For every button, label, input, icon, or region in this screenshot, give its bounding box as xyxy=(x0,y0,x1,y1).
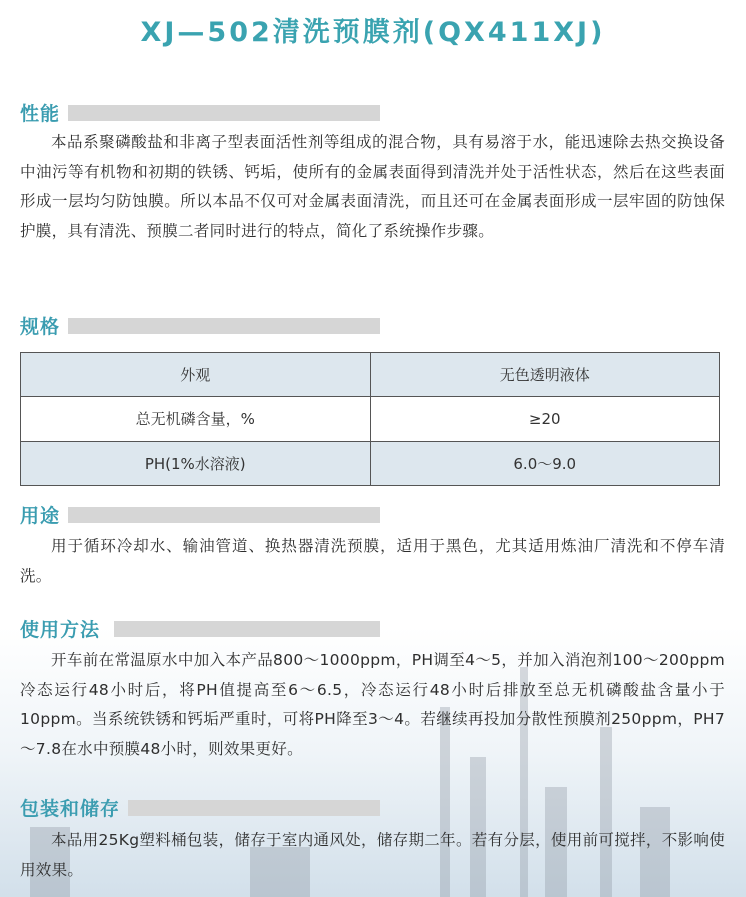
packaging-paragraph: 本品用25Kg塑料桶包装，储存于室内通风处，储存期二年。若有分层，使用前可搅拌，不影响使用效果。 xyxy=(20,831,725,879)
section-divider-bar xyxy=(128,800,380,816)
section-divider-bar xyxy=(68,105,380,121)
section-divider-bar xyxy=(114,621,380,637)
method-paragraph: 开车前在常温原水中加入本产品800～1000ppm，PH调至4～5，并加入消泡剂100～200ppm冷态运行48小时后，将PH值提高至6～6.5，冷态运行48小时后排放至总无机磷酸盐含量小于10ppm。当系统铁锈和钙垢严重时，可将PH降至3～4。若继续再投加分散性预膜剂250ppm，PH7～7.8在水中预膜48小时，则效果更好。 xyxy=(20,651,725,758)
spec-table xyxy=(20,352,720,486)
section-title: 性能 xyxy=(20,102,61,125)
spec-item-cell: 总无机磷含量，% xyxy=(21,397,371,441)
table-row xyxy=(21,397,720,441)
section-title: 包装和储存 xyxy=(20,797,121,820)
table-row xyxy=(21,353,720,397)
spec-value-cell: ≥20 xyxy=(370,397,720,441)
performance-paragraph: 本品系聚磷酸盐和非离子型表面活性剂等组成的混合物，具有易溶于水，能迅速除去热交换设备中油污等有机物和初期的铁锈、钙垢，使所有的金属表面得到清洗并处于活性状态，然后在这些表面形成一层均匀防蚀膜。所以本品不仅可对金属表面清洗，而且还可在金属表面形成一层牢固的防蚀保护膜，具有清洗、预膜二者同时进行的特点，简化了系统操作步骤。 xyxy=(20,133,725,240)
spec-item-cell: PH(1%水溶液) xyxy=(21,441,371,485)
section-title: 规格 xyxy=(20,315,61,338)
spec-value-cell: 无色透明液体 xyxy=(370,353,720,397)
section-header-packaging xyxy=(20,795,120,819)
section-header-performance xyxy=(20,100,60,124)
section-divider-bar xyxy=(68,507,380,523)
table-row xyxy=(21,441,720,485)
section-title: 用途 xyxy=(20,504,61,527)
section-header-spec xyxy=(20,313,60,337)
spec-item-cell: 外观 xyxy=(21,353,371,397)
page-title: XJ—502清洗预膜剂(QX411XJ) xyxy=(140,17,606,48)
spec-value-cell: 6.0～9.0 xyxy=(370,441,720,485)
section-title: 使用方法 xyxy=(20,618,101,641)
usage-paragraph: 用于循环冷却水、输油管道、换热器清洗预膜，适用于黑色，尤其适用炼油厂清洗和不停车清洗。 xyxy=(20,537,725,585)
section-header-method xyxy=(20,616,100,640)
section-header-usage xyxy=(20,502,60,526)
section-divider-bar xyxy=(68,318,380,334)
